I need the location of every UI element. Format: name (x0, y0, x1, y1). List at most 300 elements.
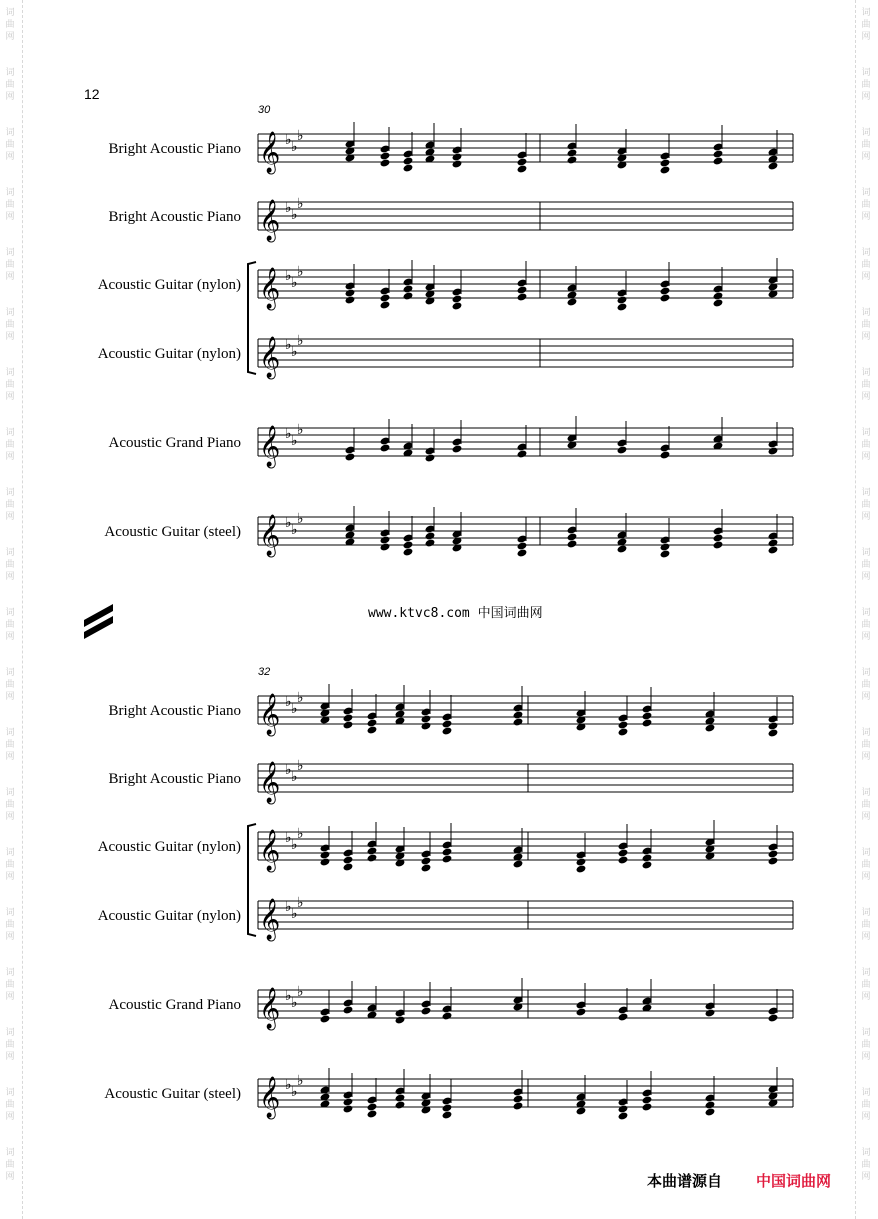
note-head (660, 286, 671, 295)
watermark-char: 网 (861, 992, 871, 1002)
watermark-char: 曲 (5, 140, 15, 150)
note-head (567, 539, 578, 548)
note-head (320, 857, 331, 866)
note-head (442, 1103, 453, 1112)
watermark-char: 词 (5, 368, 15, 378)
watermark-char: 词 (5, 668, 15, 678)
note-head (403, 284, 414, 293)
watermark-char: 词 (5, 488, 15, 498)
watermark-char: 网 (861, 632, 871, 642)
watermark-char: 曲 (5, 200, 15, 210)
note-head (617, 302, 628, 311)
note-head (421, 721, 432, 730)
note-head (618, 727, 629, 736)
key-flat: ♭ (291, 275, 298, 291)
note-head (660, 165, 671, 174)
note-head (768, 545, 779, 554)
note-head (768, 538, 779, 547)
note-head (380, 300, 391, 309)
watermark-char: 曲 (5, 860, 15, 870)
watermark-char: 网 (861, 932, 871, 942)
watermark-char: 网 (5, 512, 15, 522)
instrument-label: Acoustic Grand Piano (108, 435, 241, 451)
watermark-char: 曲 (861, 380, 871, 390)
watermark-char: 曲 (861, 80, 871, 90)
watermark-char: 曲 (5, 800, 15, 810)
watermark-char: 曲 (861, 980, 871, 990)
watermark-char: 网 (861, 572, 871, 582)
footer-site-link[interactable]: 中国词曲网 (756, 1172, 832, 1190)
key-flat: ♭ (297, 1073, 304, 1089)
instrument-label: Acoustic Guitar (steel) (104, 524, 241, 540)
watermark-char: 网 (5, 872, 15, 882)
note-head (367, 1109, 378, 1118)
note-head (403, 540, 414, 549)
note-head (617, 295, 628, 304)
key-flat: ♭ (291, 522, 298, 538)
key-flat: ♭ (291, 1084, 298, 1100)
note-head (617, 445, 628, 454)
watermark-char: 曲 (861, 200, 871, 210)
note-head (705, 1107, 716, 1116)
watermark-char: 曲 (5, 980, 15, 990)
note-head (576, 1106, 587, 1115)
note-head (421, 714, 432, 723)
note-head (618, 720, 629, 729)
watermark-char: 曲 (5, 1160, 15, 1170)
note-head (713, 149, 724, 158)
instrument-label: Bright Acoustic Piano (108, 703, 241, 719)
watermark-char: 曲 (5, 320, 15, 330)
watermark-char: 词 (5, 848, 15, 858)
key-flat: ♭ (285, 132, 292, 148)
note-head (421, 863, 432, 872)
note-head (452, 294, 463, 303)
note-head (567, 297, 578, 306)
system-separator-mark (84, 604, 113, 639)
watermark-char: 词 (5, 428, 15, 438)
note-head (343, 1104, 354, 1113)
watermark-char: 网 (861, 1172, 871, 1182)
note-head (768, 161, 779, 170)
note-head (618, 848, 629, 857)
note-head (513, 717, 524, 726)
key-flat: ♭ (297, 128, 304, 144)
note-head (395, 1093, 406, 1102)
note-head (380, 151, 391, 160)
note-head (768, 856, 779, 865)
watermark-char: 曲 (5, 920, 15, 930)
note-head (660, 450, 671, 459)
watermark-char: 曲 (5, 680, 15, 690)
watermark-char: 曲 (5, 20, 15, 30)
key-flat: ♭ (291, 701, 298, 717)
watermark-char: 曲 (5, 380, 15, 390)
instrument-label: Acoustic Guitar (nylon) (97, 908, 241, 924)
watermark-char: 网 (861, 872, 871, 882)
note-head (442, 726, 453, 735)
note-heads (320, 122, 779, 1121)
note-head (660, 549, 671, 558)
key-flat: ♭ (297, 895, 304, 911)
measure-number: 30 (258, 104, 271, 116)
treble-clef: 𝄞 (259, 268, 281, 309)
note-head (617, 544, 628, 553)
key-flat: ♭ (291, 995, 298, 1011)
note-head (343, 1005, 354, 1014)
note-head (343, 855, 354, 864)
watermark-char: 曲 (861, 500, 871, 510)
instrument-label: Acoustic Guitar (nylon) (97, 277, 241, 293)
note-head (513, 1101, 524, 1110)
watermark-char: 词 (861, 488, 871, 498)
watermark-char: 词 (861, 188, 871, 198)
note-head (367, 846, 378, 855)
watermark-char: 网 (5, 1172, 15, 1182)
watermark-char: 网 (861, 692, 871, 702)
watermark-char: 曲 (5, 500, 15, 510)
watermark-char: 曲 (861, 260, 871, 270)
treble-clef: 𝄞 (259, 988, 281, 1029)
note-head (660, 158, 671, 167)
key-flat: ♭ (297, 826, 304, 842)
footer-source-label: 本曲谱源自 (647, 1172, 723, 1190)
note-head (642, 718, 653, 727)
note-head (576, 857, 587, 866)
key-flat: ♭ (297, 984, 304, 1000)
watermark-char: 网 (861, 32, 871, 42)
note-head (576, 864, 587, 873)
note-head (567, 532, 578, 541)
watermark-char: 词 (5, 728, 15, 738)
watermark-char: 网 (5, 992, 15, 1002)
instrument-label: Bright Acoustic Piano (108, 141, 241, 157)
note-head (705, 1008, 716, 1017)
watermark-char: 曲 (5, 1100, 15, 1110)
note-head (517, 292, 528, 301)
note-head (517, 449, 528, 458)
note-head (705, 723, 716, 732)
watermark-char: 曲 (861, 860, 871, 870)
note-head (642, 853, 653, 862)
watermark-char: 词 (861, 248, 871, 258)
note-head (452, 159, 463, 168)
note-head (713, 291, 724, 300)
note-head (452, 444, 463, 453)
instrument-label: Acoustic Guitar (steel) (104, 1086, 241, 1102)
watermark-char: 词 (861, 848, 871, 858)
watermark-char: 网 (5, 572, 15, 582)
note-head (320, 850, 331, 859)
watermark-char: 曲 (861, 1160, 871, 1170)
note-head (642, 860, 653, 869)
watermark-char: 网 (861, 1052, 871, 1062)
note-head (367, 1102, 378, 1111)
note-head (576, 1007, 587, 1016)
note-head (642, 1095, 653, 1104)
note-head (642, 1102, 653, 1111)
watermark-char: 网 (861, 392, 871, 402)
staff-brace (248, 262, 256, 374)
watermark-char: 网 (5, 212, 15, 222)
note-head (345, 295, 356, 304)
note-head (618, 1104, 629, 1113)
watermark-char: 网 (861, 452, 871, 462)
treble-clef: 𝄞 (259, 1077, 281, 1118)
note-head (425, 453, 436, 462)
watermark-char: 网 (5, 932, 15, 942)
key-flat: ♭ (285, 762, 292, 778)
note-head (768, 728, 779, 737)
watermark-char: 词 (861, 368, 871, 378)
key-flat: ♭ (285, 337, 292, 353)
note-head (567, 148, 578, 157)
watermark-char: 词 (5, 308, 15, 318)
note-head (442, 854, 453, 863)
note-head (367, 853, 378, 862)
watermark-char: 曲 (5, 260, 15, 270)
watermark-char: 词 (861, 1148, 871, 1158)
watermark-char: 曲 (861, 800, 871, 810)
watermark-char: 词 (5, 608, 15, 618)
measure-number: 32 (258, 666, 271, 678)
watermark-char: 词 (5, 1088, 15, 1098)
website-caption: www.ktvc8.com 中国词曲网 (368, 606, 543, 621)
watermark-char: 曲 (5, 740, 15, 750)
treble-clef: 𝄞 (259, 830, 281, 871)
watermark-char: 网 (5, 92, 15, 102)
note-head (660, 293, 671, 302)
note-head (713, 156, 724, 165)
watermark-char: 词 (5, 908, 15, 918)
treble-clef: 𝄞 (259, 762, 281, 803)
note-head (660, 542, 671, 551)
watermark-char: 曲 (861, 560, 871, 570)
key-flat: ♭ (291, 906, 298, 922)
note-head (380, 535, 391, 544)
watermark-char: 曲 (861, 140, 871, 150)
watermark-char: 词 (5, 968, 15, 978)
note-head (517, 164, 528, 173)
note-head (768, 849, 779, 858)
watermark-char: 词 (861, 8, 871, 18)
key-flat: ♭ (285, 899, 292, 915)
watermark-char: 网 (861, 212, 871, 222)
key-flat: ♭ (291, 139, 298, 155)
key-flat: ♭ (291, 837, 298, 853)
watermark-char: 曲 (861, 920, 871, 930)
treble-clef: 𝄞 (259, 337, 281, 378)
watermark-char: 词 (5, 788, 15, 798)
watermark-char: 词 (5, 8, 15, 18)
note-head (380, 542, 391, 551)
watermark-char: 曲 (5, 440, 15, 450)
key-flat: ♭ (285, 1077, 292, 1093)
note-head (380, 293, 391, 302)
watermark-char: 词 (5, 548, 15, 558)
note-head (421, 856, 432, 865)
note-head (343, 1097, 354, 1106)
note-head (320, 1014, 331, 1023)
note-head (452, 152, 463, 161)
note-head (367, 718, 378, 727)
instrument-label: Acoustic Grand Piano (108, 997, 241, 1013)
note-head (380, 443, 391, 452)
watermark-char: 曲 (5, 620, 15, 630)
watermark-char: 词 (5, 68, 15, 78)
note-head (345, 452, 356, 461)
key-flat: ♭ (285, 988, 292, 1004)
note-head (517, 541, 528, 550)
note-head (403, 156, 414, 165)
key-flat: ♭ (285, 694, 292, 710)
key-flat: ♭ (297, 758, 304, 774)
watermark-char: 网 (861, 152, 871, 162)
watermark-char: 词 (5, 128, 15, 138)
watermark-char: 词 (5, 248, 15, 258)
key-flat: ♭ (297, 264, 304, 280)
note-head (403, 291, 414, 300)
note-head (421, 1006, 432, 1015)
watermark-char: 曲 (861, 440, 871, 450)
note-head (380, 158, 391, 167)
watermark-char: 词 (861, 968, 871, 978)
key-flat: ♭ (297, 333, 304, 349)
instrument-label: Acoustic Guitar (nylon) (97, 346, 241, 362)
note-head (768, 446, 779, 455)
note-head (642, 711, 653, 720)
watermark-char: 网 (5, 392, 15, 402)
key-flat: ♭ (297, 422, 304, 438)
watermark-char: 网 (861, 812, 871, 822)
watermark-char: 曲 (861, 320, 871, 330)
key-flat: ♭ (297, 511, 304, 527)
instrument-label: Bright Acoustic Piano (108, 771, 241, 787)
watermark-char: 词 (861, 788, 871, 798)
treble-clef: 𝄞 (259, 132, 281, 173)
watermark-char: 网 (861, 92, 871, 102)
note-head (442, 1011, 453, 1020)
watermark-char: 曲 (5, 560, 15, 570)
watermark-char: 词 (5, 1148, 15, 1158)
note-head (618, 855, 629, 864)
note-head (713, 298, 724, 307)
watermark-char: 网 (5, 812, 15, 822)
note-head (395, 1015, 406, 1024)
instrument-label: Bright Acoustic Piano (108, 209, 241, 225)
note-head (425, 538, 436, 547)
watermark-char: 曲 (5, 1040, 15, 1050)
watermark-char: 曲 (861, 1040, 871, 1050)
watermark-char: 网 (5, 1052, 15, 1062)
note-head (567, 155, 578, 164)
page-number: 12 (84, 86, 100, 102)
watermark-char: 词 (861, 548, 871, 558)
key-flat: ♭ (285, 426, 292, 442)
treble-clef: 𝄞 (259, 426, 281, 467)
watermark-char: 网 (861, 272, 871, 282)
watermark-char: 词 (861, 1088, 871, 1098)
key-flat: ♭ (291, 433, 298, 449)
watermark-char: 词 (861, 68, 871, 78)
watermark-char: 网 (5, 752, 15, 762)
watermark-char: 词 (861, 428, 871, 438)
note-head (343, 720, 354, 729)
watermark-char: 网 (5, 692, 15, 702)
watermark-char: 词 (5, 188, 15, 198)
watermark-char: 网 (5, 632, 15, 642)
note-head (768, 721, 779, 730)
note-head (513, 1094, 524, 1103)
note-head (713, 540, 724, 549)
watermark-char: 网 (861, 332, 871, 342)
note-head (403, 163, 414, 172)
treble-clef: 𝄞 (259, 899, 281, 940)
watermark-char: 网 (5, 452, 15, 462)
note-head (425, 531, 436, 540)
note-head (713, 533, 724, 542)
note-head (768, 1013, 779, 1022)
key-flat: ♭ (291, 207, 298, 223)
watermark-char: 网 (861, 752, 871, 762)
watermark-char: 曲 (861, 740, 871, 750)
watermark-char: 曲 (5, 80, 15, 90)
instrument-label: Acoustic Guitar (nylon) (97, 839, 241, 855)
note-head (452, 301, 463, 310)
note-head (442, 847, 453, 856)
note-head (403, 547, 414, 556)
note-head (442, 1110, 453, 1119)
watermark-char: 词 (861, 908, 871, 918)
watermark-char: 网 (5, 332, 15, 342)
treble-clef: 𝄞 (259, 694, 281, 735)
note-head (367, 725, 378, 734)
key-flat: ♭ (285, 268, 292, 284)
watermark-char: 词 (861, 308, 871, 318)
watermark-char: 网 (5, 272, 15, 282)
watermark-char: 网 (861, 512, 871, 522)
watermark-char: 网 (5, 152, 15, 162)
note-head (705, 1100, 716, 1109)
key-flat: ♭ (291, 344, 298, 360)
watermark-char: 词 (861, 1028, 871, 1038)
watermark-char: 词 (861, 128, 871, 138)
treble-clef: 𝄞 (259, 515, 281, 556)
key-flat: ♭ (297, 196, 304, 212)
key-flat: ♭ (285, 515, 292, 531)
note-head (395, 1100, 406, 1109)
watermark-char: 曲 (861, 1100, 871, 1110)
key-flat: ♭ (285, 200, 292, 216)
watermark-char: 曲 (861, 20, 871, 30)
key-flat: ♭ (291, 769, 298, 785)
note-head (345, 288, 356, 297)
note-head (343, 862, 354, 871)
note-head (513, 859, 524, 868)
note-head (442, 719, 453, 728)
key-flat: ♭ (297, 690, 304, 706)
watermark-char: 词 (861, 608, 871, 618)
note-head (618, 1012, 629, 1021)
note-head (517, 157, 528, 166)
key-flat: ♭ (285, 830, 292, 846)
staff-brace (248, 824, 256, 936)
note-head (517, 548, 528, 557)
watermark-char: 曲 (861, 620, 871, 630)
note-head (517, 285, 528, 294)
watermark-char: 网 (861, 1112, 871, 1122)
watermark-char: 网 (5, 32, 15, 42)
